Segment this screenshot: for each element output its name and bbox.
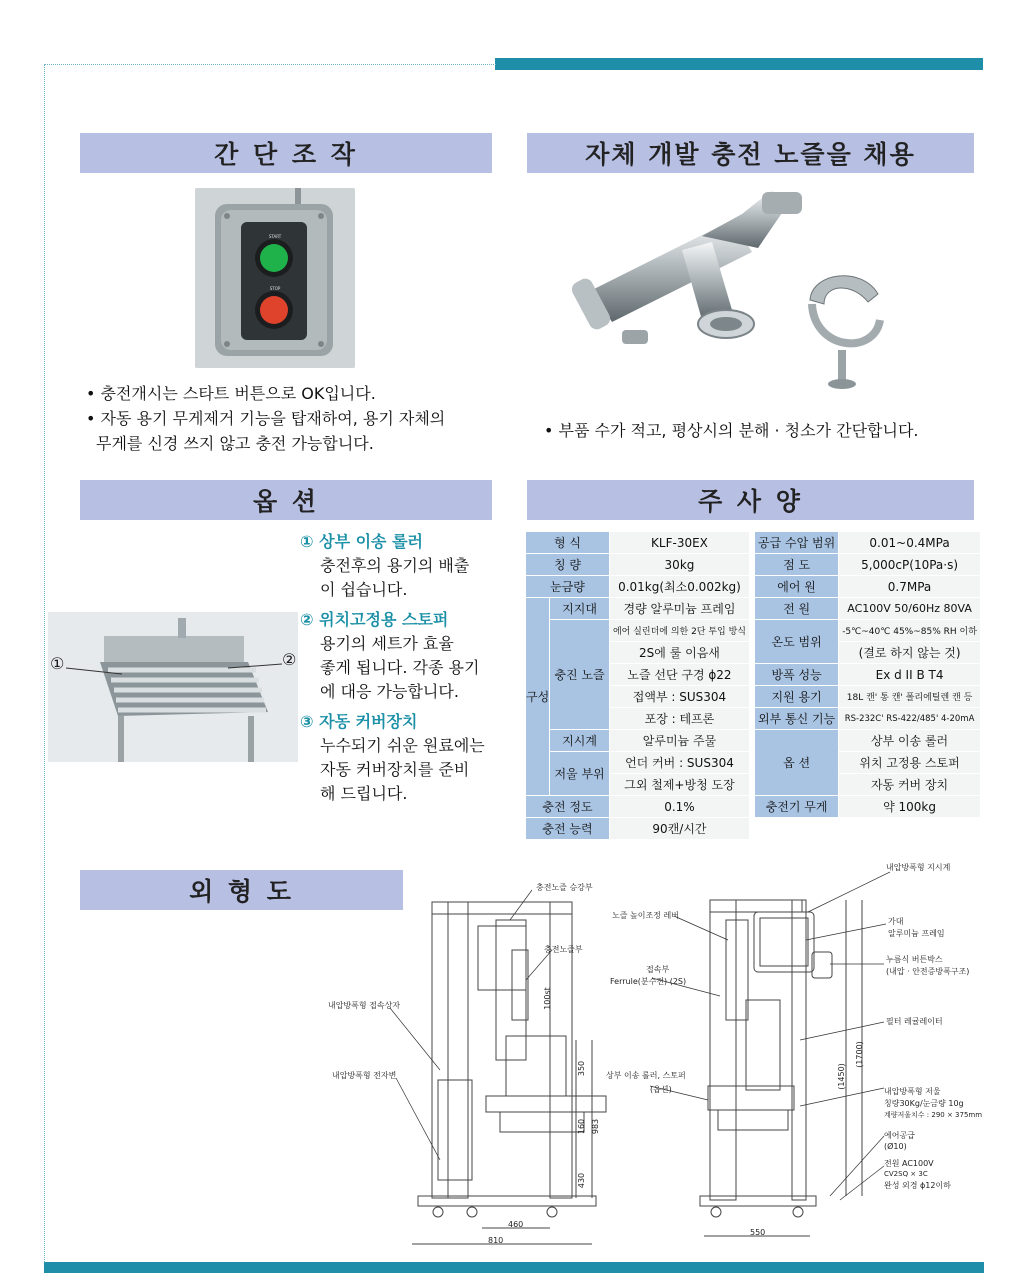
spec-header: 칭 량	[526, 554, 610, 576]
spec-value: 90캔/시간	[609, 818, 749, 840]
spec-header: 저울 부위	[550, 752, 610, 796]
spec-header: 충전 정도	[526, 796, 610, 818]
option-line: 누수되기 쉬운 원료에는	[320, 736, 485, 755]
label-power: 전원 AC100V	[884, 1159, 934, 1168]
dim-1450: (1450)	[836, 1063, 846, 1090]
stop-label: STOP	[269, 286, 281, 291]
dim-550: 550	[750, 1228, 766, 1237]
spec-header: 점 도	[755, 554, 839, 576]
spec-value: 노즐 선단 구경 ϕ22	[609, 664, 749, 686]
dim-350: 350	[577, 1060, 587, 1077]
roller-option-photo	[48, 612, 298, 762]
dim-100st: 100st	[542, 987, 552, 1010]
spec-value: 접액부 : SUS304	[609, 686, 749, 708]
start-button-icon	[260, 244, 288, 272]
option-body	[300, 632, 500, 704]
spec-value: 상부 이송 롤러	[839, 730, 981, 752]
spec-header: 충전 능력	[526, 818, 610, 840]
spec-value: Ex d II B T4	[839, 664, 981, 686]
spec-header: 외부 통신 기능	[755, 708, 839, 730]
spec-heading: 주 사 양	[527, 480, 974, 520]
spec-value: 그외 철제+방청 도장	[609, 774, 749, 796]
dim-810: 810	[488, 1236, 504, 1245]
nozzle-photo	[562, 180, 922, 408]
marker-2: ②	[282, 650, 297, 669]
label-indicator: 내압방폭형 지시계	[886, 863, 951, 872]
spec-value: 자동 커버 장치	[839, 774, 981, 796]
spec-value: 약 100kg	[839, 796, 981, 818]
spec-value: 0.1%	[609, 796, 749, 818]
roller-illustration	[48, 612, 298, 762]
start-label: START	[268, 234, 282, 239]
option-line: 자동 커버장치를 준비	[320, 760, 470, 779]
spec-value: RS-232C' RS-422/485' 4-20mA	[839, 708, 981, 730]
label-solenoid: 내압방폭형 전자변	[332, 1071, 397, 1080]
spec-value: 언더 커버 : SUS304	[609, 752, 749, 774]
label-roller-option-note: (옵션)	[650, 1085, 672, 1094]
label-nozzle-part: 충전노즐부	[544, 945, 583, 954]
spec-value: 5,000cP(10Pa·s)	[839, 554, 981, 576]
option-line: 용기의 세트가 효율	[320, 634, 454, 653]
spec-value: 알루미늄 주물	[609, 730, 749, 752]
spec-value: 30kg	[609, 554, 749, 576]
dim-1700: (1700)	[854, 1041, 864, 1068]
spec-value: KLF-30EX	[609, 532, 749, 554]
option-title: ② 위치고정용 스토퍼	[300, 610, 449, 629]
spec-table-left	[525, 531, 750, 840]
top-dotted-rule	[44, 64, 496, 65]
bullet-line: • 자동 용기 무게제거 기능을 탑재하여, 용기 자체의	[86, 409, 446, 428]
label-push-box-note: (내압 · 안전증방폭구조)	[886, 967, 970, 976]
label-filter: 필터 레귤레이터	[886, 1017, 943, 1026]
button-box-illustration	[195, 188, 355, 368]
spec-header: 구성	[526, 598, 550, 796]
label-terminal-box: 내압방폭형 접속상자	[328, 1001, 401, 1010]
label-frame: 가대	[888, 917, 904, 926]
label-air: 에어공급	[884, 1131, 915, 1140]
spec-header: 충진 노즐	[550, 620, 610, 730]
dim-460: 460	[508, 1220, 524, 1229]
nozzle-heading: 자체 개발 충전 노즐을 채용	[527, 133, 974, 173]
spec-header: 에어 원	[755, 576, 839, 598]
spec-table-right	[754, 531, 981, 818]
spec-header: 옵 션	[755, 730, 839, 796]
dim-983: 983	[591, 1118, 601, 1135]
option-line: 에 대응 가능합니다.	[320, 682, 459, 701]
bullet-line: • 충전개시는 스타트 버튼으로 OK입니다.	[86, 384, 376, 403]
outline-drawing	[300, 860, 990, 1260]
label-joint: 접속부	[646, 965, 670, 974]
spec-value: 경량 알루미늄 프레임	[609, 598, 749, 620]
option-title: ③ 자동 커버장치	[300, 712, 418, 731]
spec-value: 위치 고정용 스토퍼	[839, 752, 981, 774]
simple-operation-text	[86, 381, 506, 456]
start-stop-panel-photo	[195, 188, 355, 368]
spec-value: -5℃~40℃ 45%~85% RH 이하	[839, 620, 981, 642]
spec-header: 전 원	[755, 598, 839, 620]
option-body	[300, 734, 500, 806]
options-heading: 옵 션	[80, 480, 492, 520]
outline-heading: 외 형 도	[80, 870, 403, 910]
label-power-cable: CV2SQ × 3C	[884, 1170, 928, 1178]
spec-header: 지지대	[550, 598, 610, 620]
label-air-size: (Ø10)	[884, 1142, 907, 1151]
spec-value: (결로 하지 않는 것)	[839, 642, 981, 664]
label-height-lever: 노즐 높이조정 레버	[612, 911, 679, 920]
spec-value: 포장 : 테프론	[609, 708, 749, 730]
nozzle-bullet: • 부품 수가 적고, 평상시의 분해 · 청소가 간단합니다.	[544, 421, 919, 440]
bottom-accent-bar	[44, 1262, 984, 1273]
option-line: 해 드립니다.	[320, 784, 408, 803]
spec-header: 지시계	[550, 730, 610, 752]
label-scale-capacity: 칭량30Kg/눈금량 10g	[884, 1099, 964, 1108]
label-scale: 내압방폭형 저울	[884, 1087, 941, 1096]
spec-header: 눈금량	[526, 576, 610, 598]
spec-value: 에어 실린더에 의한 2단 투입 방식	[609, 620, 749, 642]
label-power-diameter: 완성 외경 ϕ12이하	[884, 1181, 951, 1190]
spec-value: 0.01~0.4MPa	[839, 532, 981, 554]
left-dotted-rule	[44, 64, 45, 1264]
simple-operation-heading: 간 단 조 작	[80, 133, 492, 173]
spec-value: AC100V 50/60Hz 80VA	[839, 598, 981, 620]
stop-button-icon	[260, 296, 288, 324]
label-frame-material: 알루미늄 프레임	[888, 929, 945, 938]
dim-160: 160	[577, 1118, 587, 1135]
spec-value: 0.01kg(최소0.002kg)	[609, 576, 749, 598]
label-push-box: 누름식 버튼박스	[886, 955, 943, 964]
dim-430: 430	[577, 1172, 587, 1189]
spec-value: 18L 캔' 통 캔' 폴리에틸렌 캔 등	[839, 686, 981, 708]
spec-header: 방폭 성능	[755, 664, 839, 686]
spec-header: 공급 수압 범위	[755, 532, 839, 554]
spec-value: 0.7MPa	[839, 576, 981, 598]
option-line: 이 쉽습니다.	[320, 580, 408, 599]
spec-header: 지원 용기	[755, 686, 839, 708]
label-roller-option: 상부 이송 롤러, 스토퍼	[606, 1071, 686, 1080]
option-line: 좋게 됩니다. 각종 용기	[320, 658, 480, 677]
marker-1: ①	[50, 654, 65, 673]
label-ferrule: Ferrule(분수전) (2S)	[610, 977, 687, 986]
options-list	[300, 530, 500, 806]
spec-value: 2S에 룰 이음새	[609, 642, 749, 664]
spec-header: 형 식	[526, 532, 610, 554]
top-accent-bar	[495, 58, 983, 70]
bullet-line: 무게를 신경 쓰지 않고 충전 가능합니다.	[96, 434, 374, 453]
label-lift: 충전노즐 승강부	[536, 883, 593, 892]
spec-header: 온도 범위	[755, 620, 839, 664]
option-body	[300, 554, 500, 602]
option-title: ① 상부 이송 롤러	[300, 532, 423, 551]
spec-header: 충전기 무게	[755, 796, 839, 818]
label-scale-size: 계량저울치수 : 290 × 375mm	[884, 1111, 983, 1119]
option-line: 충전후의 용기의 배출	[320, 556, 470, 575]
nozzle-illustration	[562, 180, 922, 408]
